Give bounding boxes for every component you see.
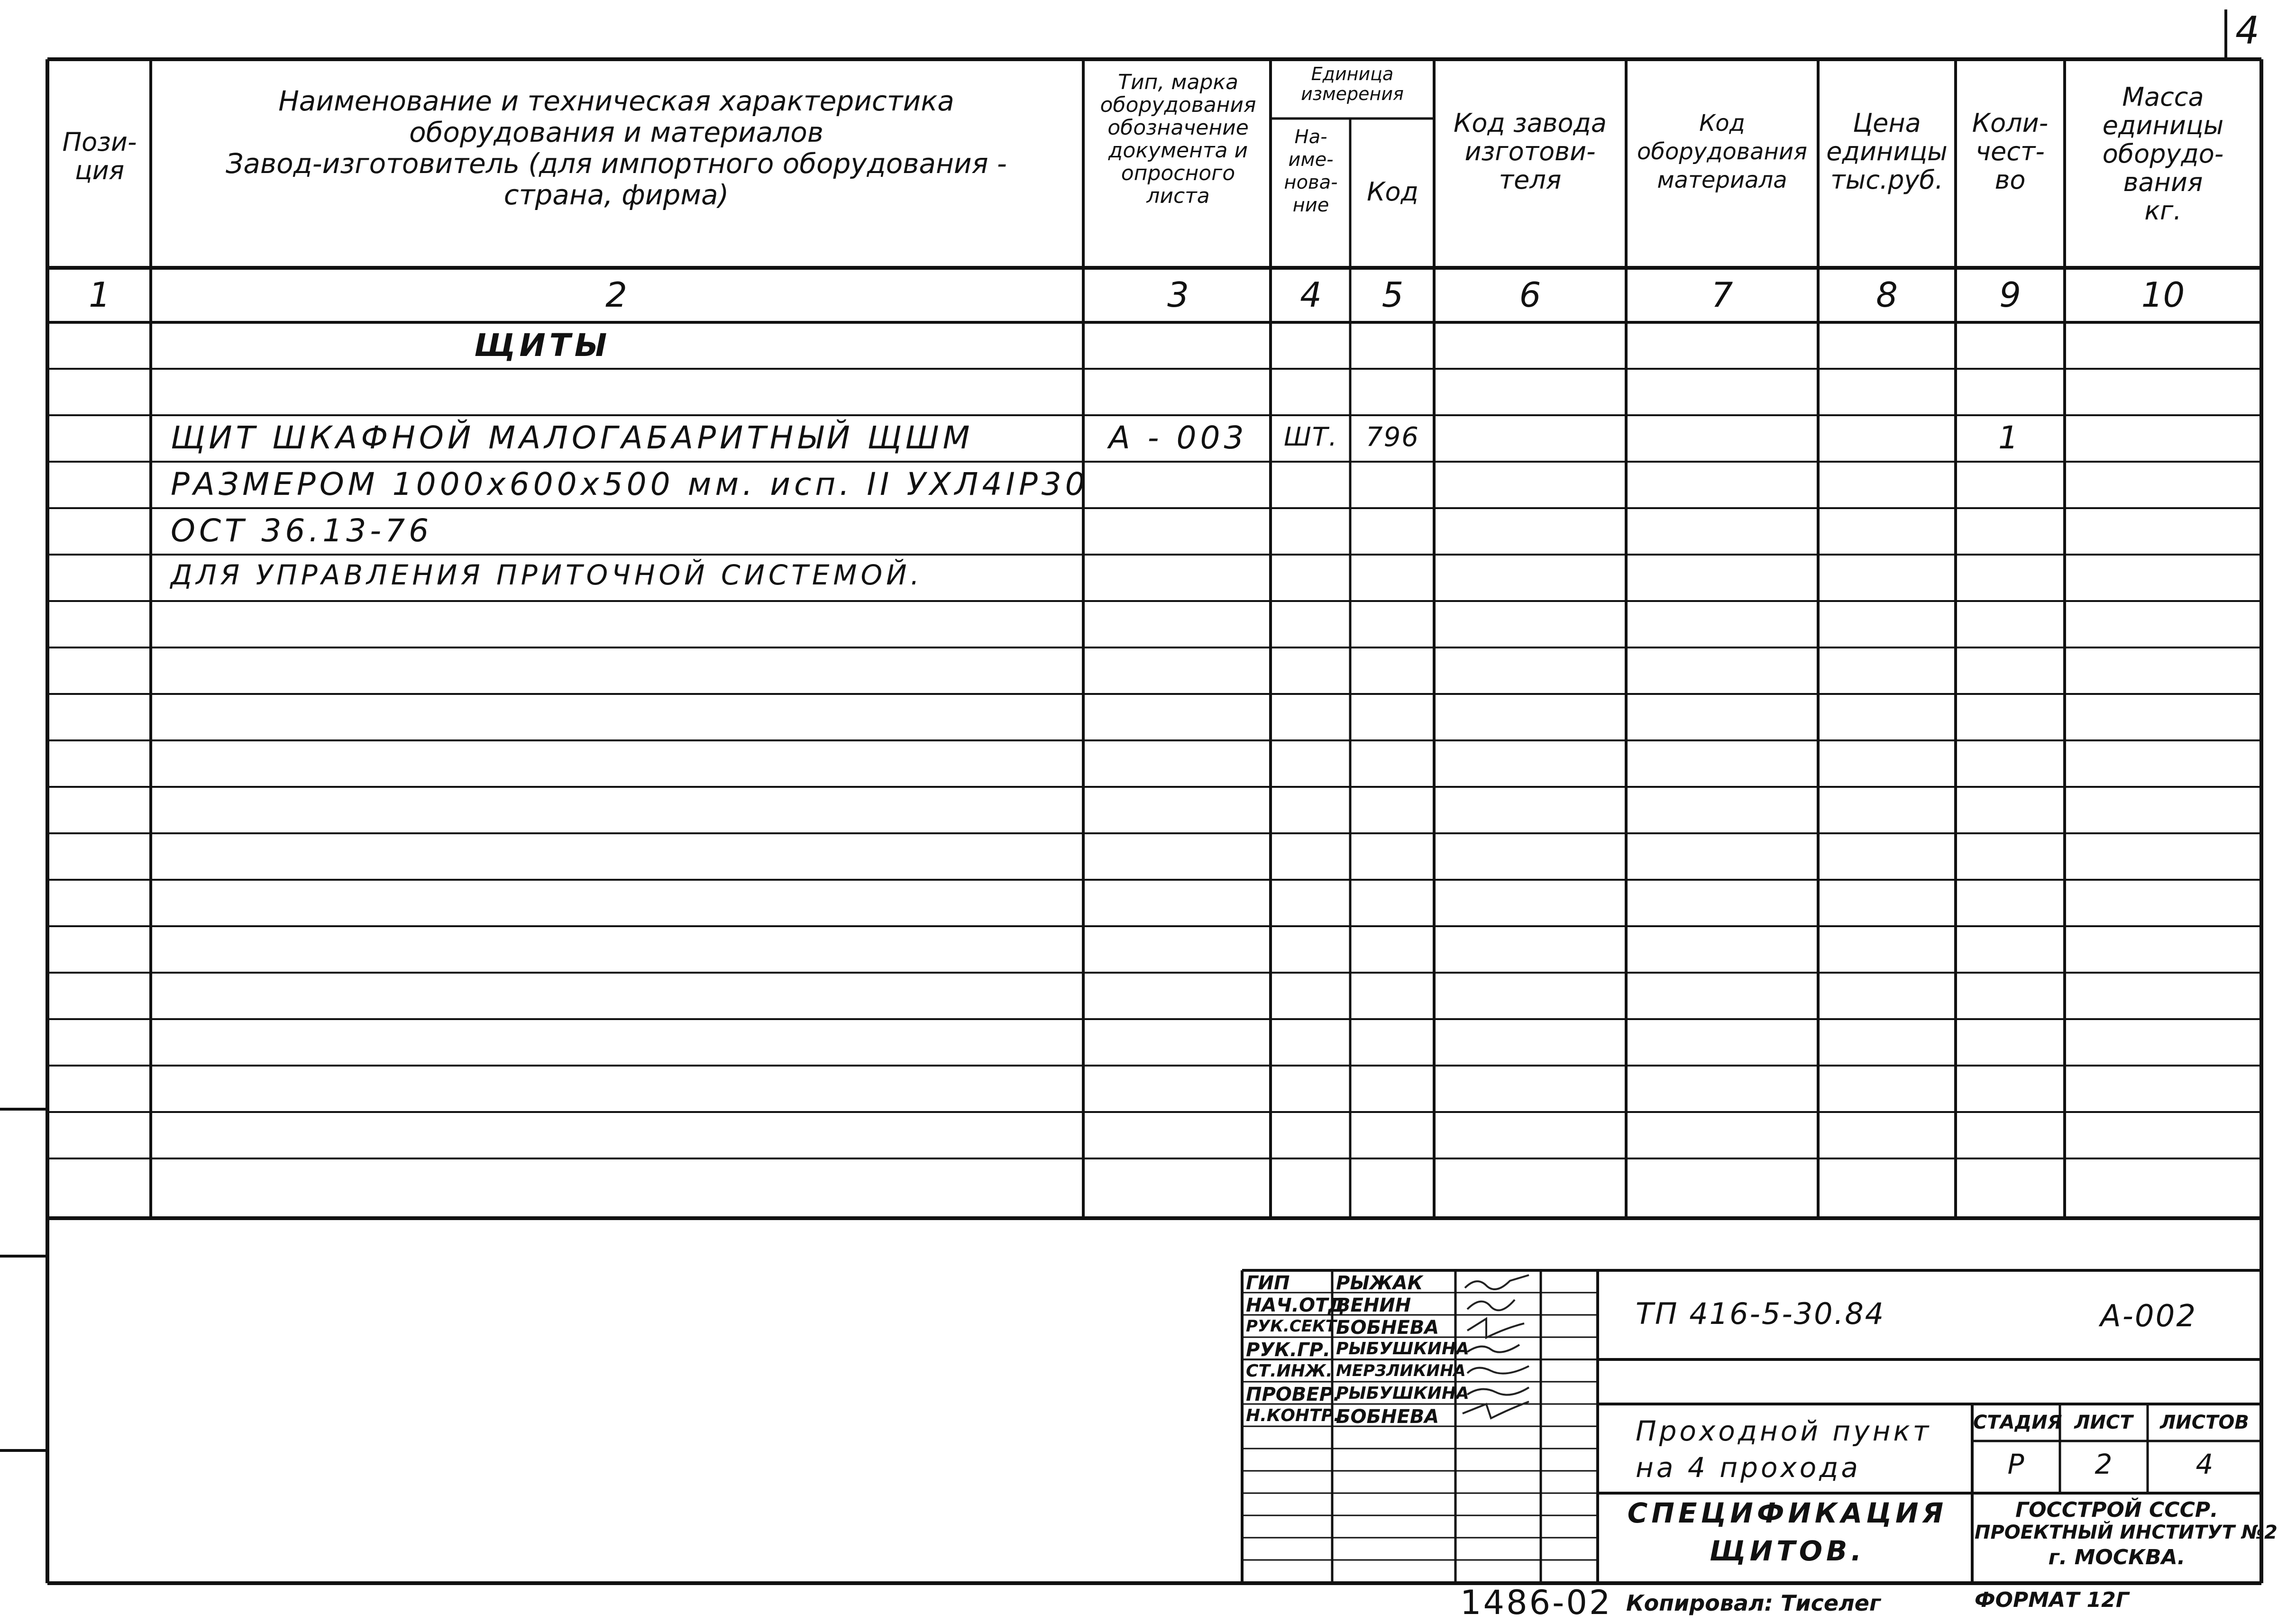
tb-role: РУК.СЕКТ [1246, 1317, 1337, 1336]
sheet-title-line-2: ЩИТОВ. [1709, 1535, 1866, 1567]
tb-name: БОБНЕВА [1336, 1317, 1439, 1339]
header-unit-name: На- име- нова- ние [1284, 126, 1338, 216]
header-mass: Масса единицы оборудо- вания кг. [2102, 82, 2224, 226]
header-quantity: Коли- чест- во [1972, 108, 2049, 195]
project-line-2: на 4 прохода [1636, 1451, 1861, 1484]
item-name-line-2: РАЗМЕРОМ 1000х600х500 мм. исп. II УХЛ4IР30 [171, 466, 1089, 502]
item-unit: ШТ. [1284, 422, 1338, 452]
header-factory-code: Код завода изготови- теля [1454, 108, 1607, 195]
header-unit-group: Единица измерения [1301, 64, 1404, 104]
tb-role: НАЧ.ОТД [1246, 1295, 1345, 1316]
column-number: 3 [1167, 275, 1189, 315]
inventory-number: 1486-02 [1460, 1583, 1612, 1622]
tb-name: БОБНЕВА [1336, 1406, 1439, 1428]
page-number: 4 [2235, 9, 2262, 53]
item-unit-code: 796 [1366, 422, 1419, 453]
column-number: 10 [2141, 275, 2185, 315]
tb-role: ПРОВЕР. [1246, 1384, 1341, 1405]
header-name: Наименование и техническая характеристика оборудования и материалов Завод-изготовитель (для импортного оборудования - страна, фирма) [226, 85, 1007, 211]
tb-role: РУК.ГР. [1246, 1339, 1331, 1361]
tb-role: Н.КОНТР. [1246, 1406, 1340, 1425]
header-equipment-code: Код оборудования материала [1637, 110, 1807, 193]
sheet-value: 2 [2095, 1448, 2113, 1480]
tb-name: ВЕНИН [1336, 1295, 1411, 1316]
column-number: 6 [1519, 275, 1541, 315]
column-number: 9 [1999, 275, 2021, 315]
signature-marks [1458, 1271, 1581, 1428]
item-name-line-4: ДЛЯ УПРАВЛЕНИЯ ПРИТОЧНОЙ СИСТЕМОЙ. [171, 559, 923, 591]
item-name-line-3: ОСТ 36.13-76 [171, 512, 433, 549]
column-number: 8 [1876, 275, 1898, 315]
header-price: Цена единицы тыс.руб. [1826, 108, 1948, 195]
copied-by: Копировал: Тиселег [1626, 1590, 1881, 1616]
org-line-2: ПРОЕКТНЫЙ ИНСТИТУТ №2 [1975, 1522, 2278, 1543]
project-line-1: Проходной пункт [1636, 1415, 1932, 1447]
tb-name: МЕРЗЛИКИНА [1336, 1361, 1466, 1380]
stage-label: СТАДИЯ [1973, 1412, 2062, 1433]
column-number: 7 [1711, 275, 1733, 315]
sheets-value: 4 [2195, 1448, 2214, 1480]
column-number: 4 [1300, 275, 1322, 315]
stage-value: Р [2007, 1448, 2024, 1480]
org-line-1: ГОССТРОЙ СССР. [2015, 1498, 2218, 1522]
doc-mark: А-002 [2100, 1299, 2197, 1334]
tb-name: РЫЖАК [1336, 1272, 1423, 1294]
tb-name: РЫБУШКИНА [1336, 1339, 1469, 1359]
sheet-title-line-1: СПЕЦИФИКАЦИЯ [1627, 1497, 1948, 1529]
header-position: Пози- ция [62, 127, 137, 185]
doc-code: ТП 416-5-30.84 [1636, 1296, 1885, 1331]
item-type: А - 003 [1108, 419, 1248, 456]
column-number: 1 [89, 275, 110, 315]
sheet-format: ФОРМАТ 12Г [1975, 1588, 2129, 1612]
item-name-line-1: ЩИТ ШКАФНОЙ МАЛОГАБАРИТНЫЙ ЩШМ [171, 419, 974, 456]
tb-name: РЫБУШКИНА [1336, 1384, 1469, 1403]
sheet-label: ЛИСТ [2074, 1412, 2133, 1433]
column-number: 5 [1381, 275, 1404, 315]
section-title: ЩИТЫ [474, 327, 611, 364]
tb-role: СТ.ИНЖ. [1246, 1361, 1333, 1381]
header-type: Тип, марка оборудования обозначение документа и опросного листа [1100, 70, 1256, 208]
org-line-3: г. МОСКВА. [2048, 1545, 2186, 1569]
tb-role: ГИП [1246, 1272, 1290, 1294]
item-quantity: 1 [1998, 419, 2022, 456]
column-number: 2 [605, 275, 627, 315]
sheets-label: ЛИСТОВ [2160, 1412, 2249, 1433]
header-unit-code: Код [1367, 177, 1418, 207]
